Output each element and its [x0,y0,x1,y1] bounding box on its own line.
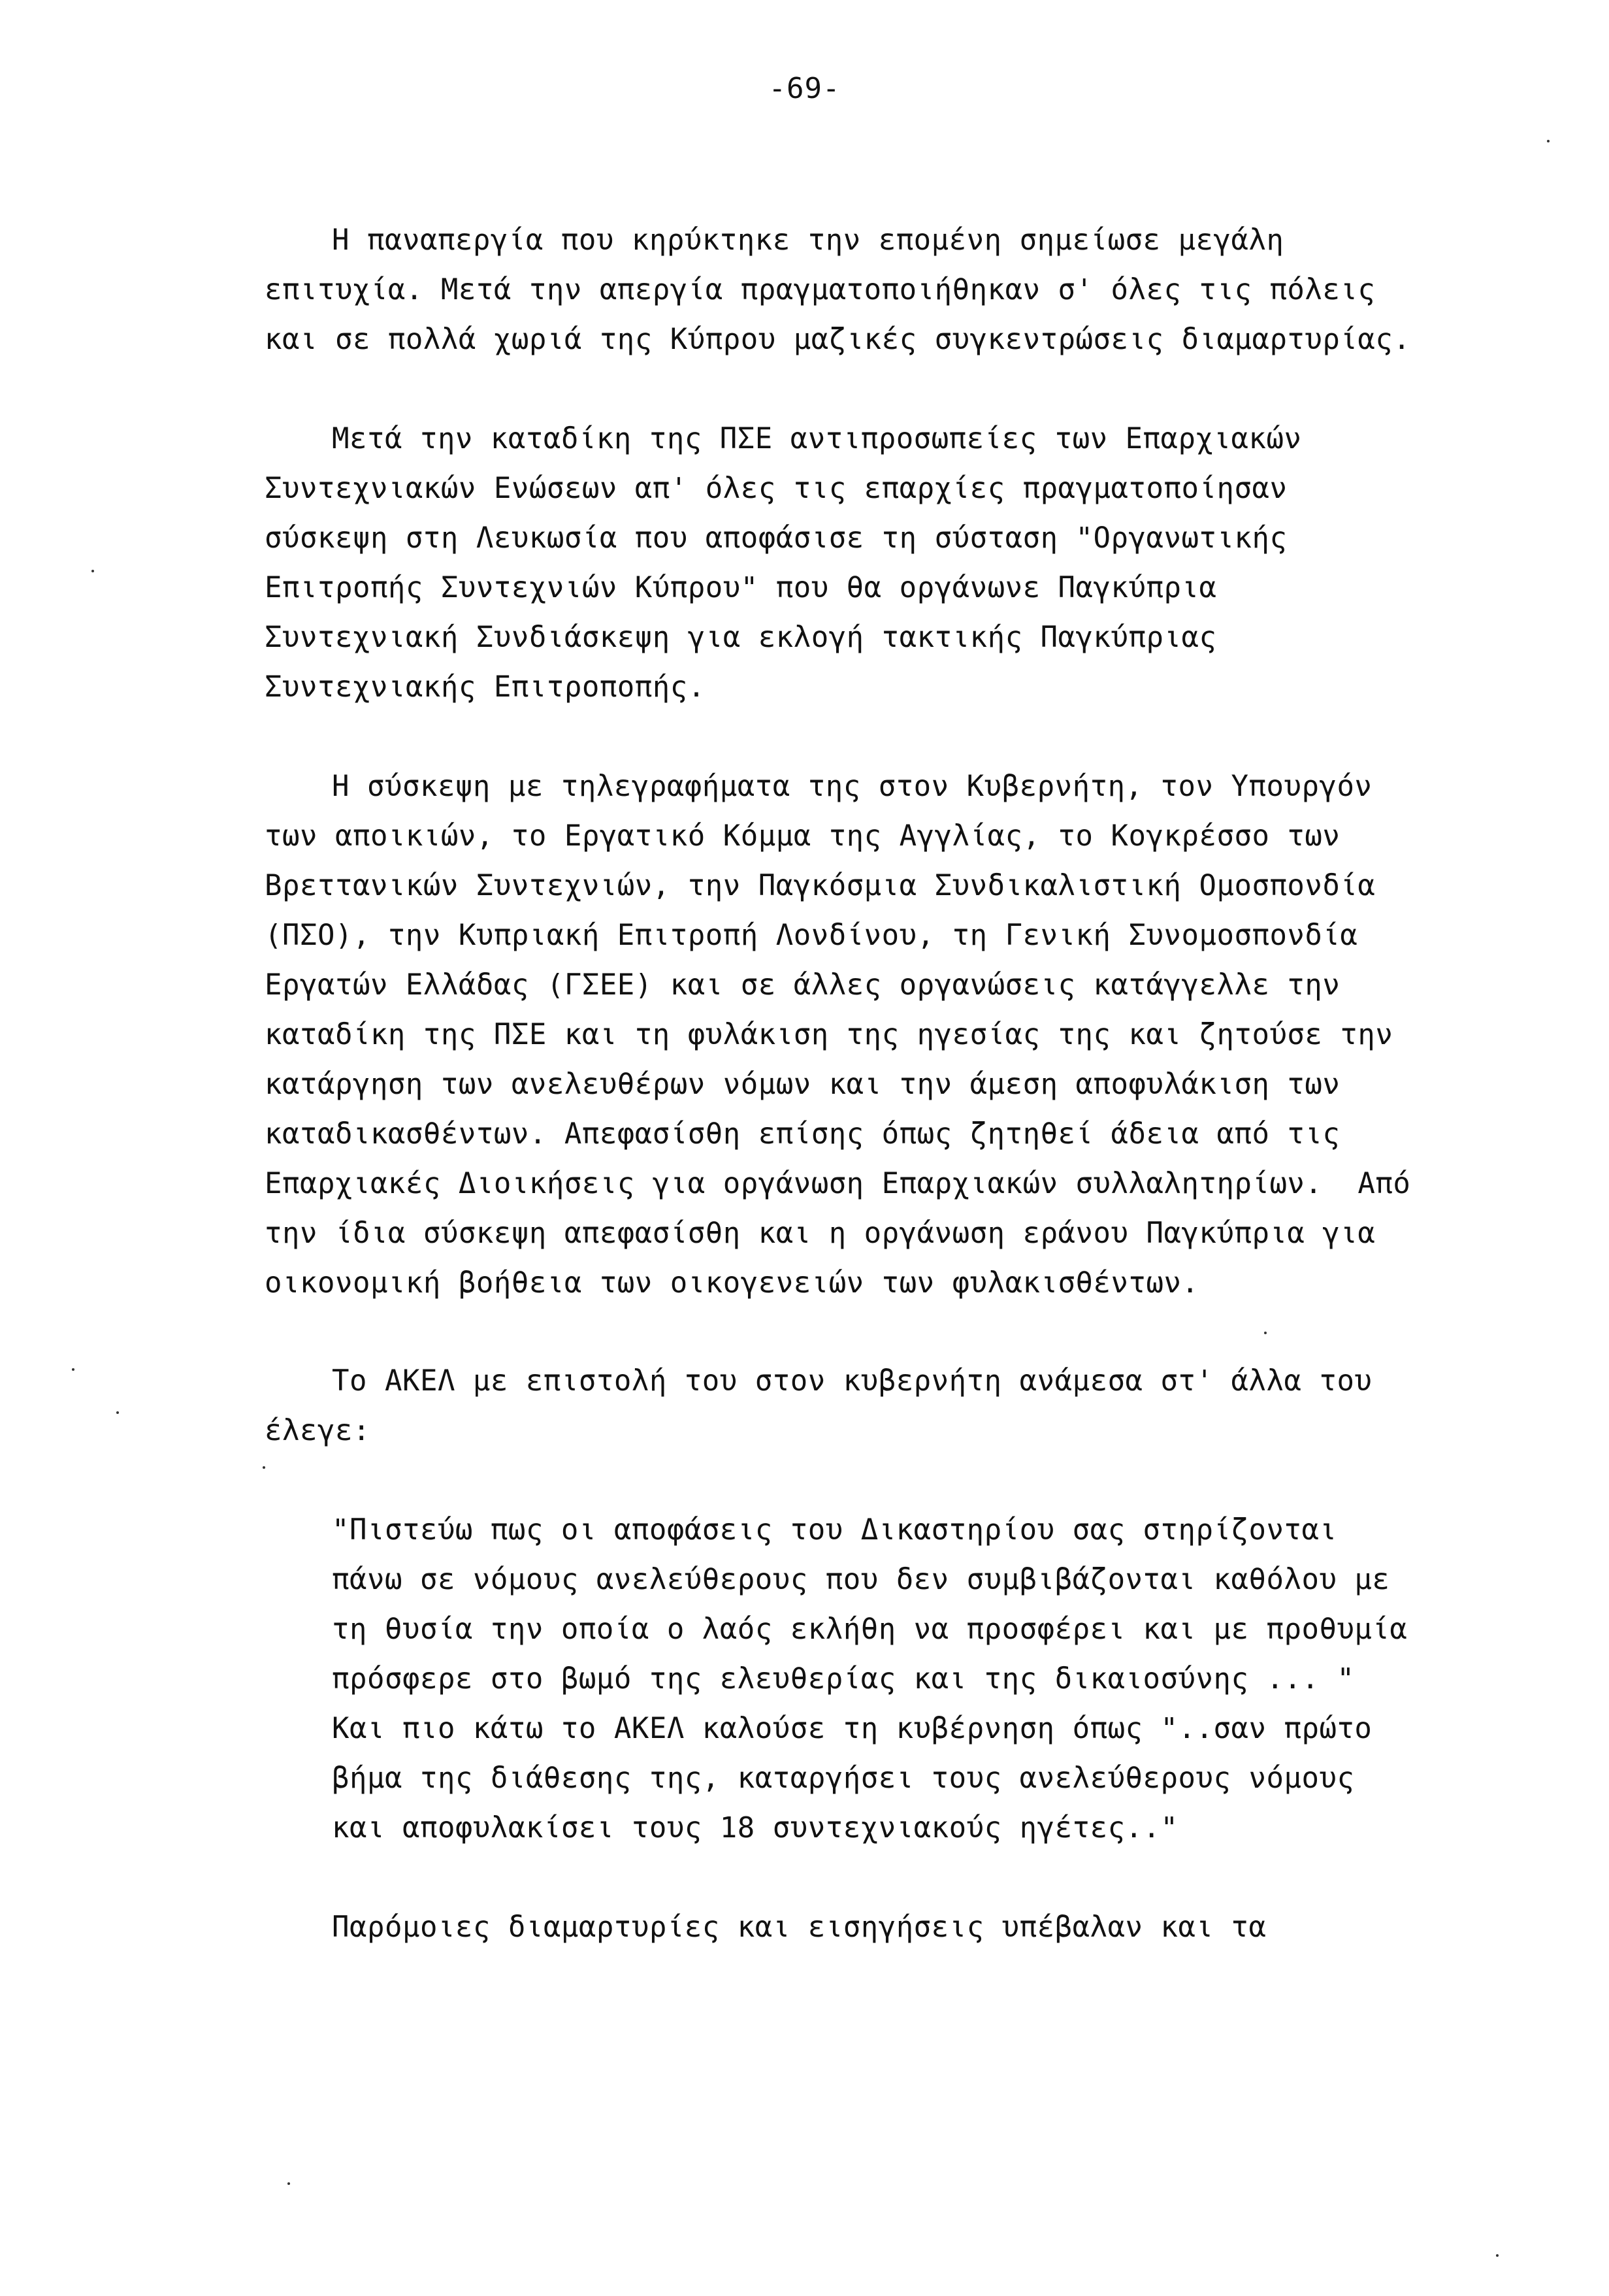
paragraph-3-line-1: Η σύσκεψη με τηλεγραφήματα της στον Κυβερνήτη, τον Υπουργόν [332,770,1373,803]
quote-line-5: Και πιο κάτω το ΑΚΕΛ καλούσε τη κυβέρνηση όπως "..σαν πρώτο [332,1712,1373,1745]
scan-speck [116,1411,119,1414]
paragraph-1-line-1: Η παναπεργία που κηρύκτηκε την επομένη σημείωσε μεγάλη [332,223,1284,257]
scan-speck [287,2182,290,2185]
paragraph-2-line-6: Συντεχνιακής Επιτροποπής. [265,670,706,704]
quote-line-6: βήμα της διάθεσης της, καταργήσει τους ανελεύθερους νόμους [332,1762,1355,1795]
paragraph-3-line-4: (ΠΣΟ), την Κυπριακή Επιτροπή Λονδίνου, τη Γενική Συνομοσπονδία [265,919,1358,952]
paragraph-3-line-3: Βρεττανικών Συντεχνιών, την Παγκόσμια Συνδικαλιστική Ομοσπονδία [265,869,1376,902]
paragraph-4-line-2: έλεγε: [265,1414,370,1447]
quote-line-7: και αποφυλακίσει τους 18 συντεχνιακούς ηγέτες.." [332,1811,1178,1845]
paragraph-3-line-10: την ίδια σύσκεψη απεφασίσθη και η οργάνωση εράνου Παγκύπρια για [265,1217,1376,1250]
paragraph-2-line-5: Συντεχνιακή Συνδιάσκεψη για εκλογή τακτικής Παγκύπριας [265,621,1217,654]
paragraph-3-line-8: καταδικασθέντων. Απεφασίσθη επίσης όπως ζητηθεί άδεια από τις [265,1117,1341,1151]
quote-line-4: πρόσφερε στο βωμό της ελευθερίας και της δικαιοσύνης ... " [332,1662,1355,1696]
paragraph-2-line-4: Επιτροπής Συντεχνιών Κύπρου" που θα οργάνωνε Παγκύπρια [265,571,1217,604]
quote-line-3: τη θυσία την οποία ο λαός εκλήθη να προσφέρει και με προθυμία [332,1613,1408,1646]
paragraph-1-line-3: και σε πολλά χωριά της Κύπρου μαζικές συγκεντρώσεις διαμαρτυρίας. [265,323,1411,356]
paragraph-6-line-1: Παρόμοιες διαμαρτυρίες και εισηγήσεις υπέβαλαν και τα [332,1911,1267,1944]
paragraph-3-line-2: των αποικιών, το Εργατικό Κόμμα της Αγγλίας, το Κογκρέσσο των [265,819,1341,853]
quote-line-1: "Πιστεύω πως οι αποφάσεις του Δικαστηρίου σας στηρίζονται [332,1513,1337,1547]
paragraph-1-line-2: επιτυχία. Μετά την απεργία πραγματοποιήθηκαν σ' όλες τις πόλεις [265,273,1376,306]
paragraph-3-line-7: κατάργηση των ανελευθέρων νόμων και την άμεση αποφυλάκιση των [265,1068,1341,1101]
scan-speck [1496,2254,1499,2257]
paragraph-4-line-1: Το ΑΚΕΛ με επιστολή του στον κυβερνήτη ανάμεσα στ' άλλα του [332,1364,1373,1398]
page-number: -69- [768,72,841,105]
quote-line-2: πάνω σε νόμους ανελεύθερους που δεν συμβιβάζονται καθόλου με [332,1563,1390,1596]
paragraph-3-line-11: οικονομική βοήθεια των οικογενειών των φυλακισθέντων. [265,1266,1199,1300]
paragraph-2-line-2: Συντεχνιακών Ενώσεων απ' όλες τις επαρχίες πραγματοποίησαν [265,472,1288,505]
scan-speck [72,1368,74,1371]
scan-speck [91,570,94,572]
scan-speck [1264,1332,1267,1334]
scan-speck [263,1466,265,1469]
paragraph-3-line-9: Επαρχιακές Διοικήσεις για οργάνωση Επαρχιακών συλλαλητηρίων. Από [265,1167,1411,1200]
paragraph-3-line-6: καταδίκη της ΠΣΕ και τη φυλάκιση της ηγεσίας της και ζητούσε την [265,1018,1393,1051]
paragraph-3-line-5: Εργατών Ελλάδας (ΓΣΕΕ) και σε άλλες οργανώσεις κατάγγελλε την [265,968,1341,1002]
paragraph-2-line-3: σύσκεψη στη Λευκωσία που αποφάσισε τη σύσταση "Οργανωτικής [265,521,1288,555]
paragraph-2-line-1: Μετά την καταδίκη της ΠΣΕ αντιπροσωπείες των Επαρχιακών [332,422,1302,455]
scan-speck [1547,140,1550,142]
